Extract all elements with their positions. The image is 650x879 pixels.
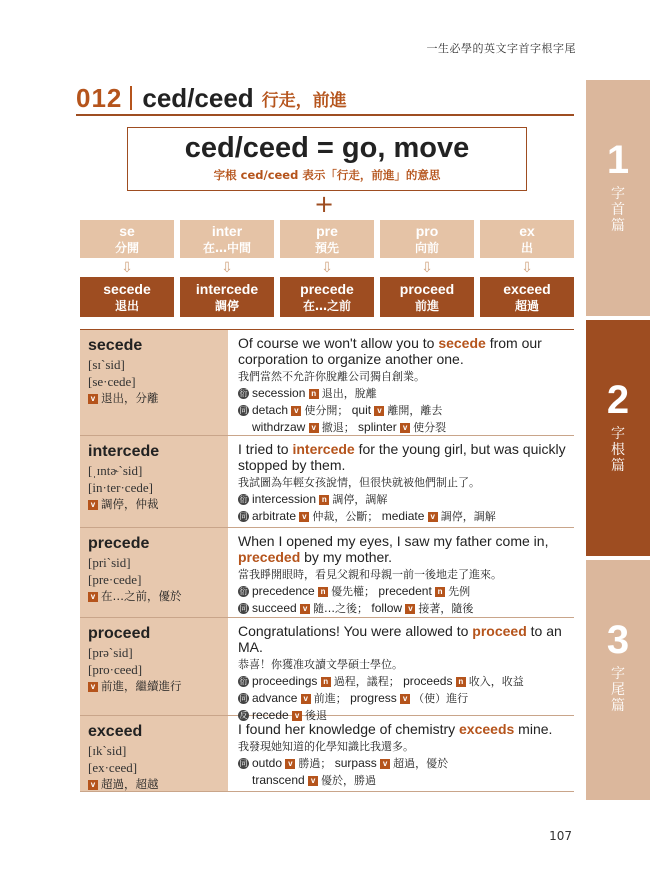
pos-badge: n <box>321 677 331 687</box>
definition-text: 超過，超越 <box>101 777 159 791</box>
sentence-keyword: proceed <box>472 623 527 639</box>
root-formula-explanation: 字根 ced/ceed 表示「行走，前進」的意思 <box>213 168 441 182</box>
pos-badge: v <box>88 500 98 510</box>
related-word-meaning: 收入，收益 <box>468 675 524 688</box>
sentence-keyword: exceeds <box>459 721 515 737</box>
prefix-row <box>80 220 574 258</box>
related-word: secession <box>252 386 306 400</box>
derived-word-box <box>80 277 174 317</box>
related-word-meaning: 優先權； <box>331 585 376 598</box>
related-words-line <box>238 419 566 436</box>
pronunciation: [ɪkˋsid] <box>88 743 127 758</box>
unit-header <box>76 82 574 116</box>
sentence-part: I tried to <box>238 441 293 457</box>
related-word-meaning: 超過，優於 <box>393 757 449 770</box>
headword: intercede <box>88 443 160 460</box>
pos-badge: v <box>88 592 98 602</box>
related-words-line <box>238 583 566 600</box>
related-word-meaning: 離開，離去 <box>387 404 443 417</box>
example-sentence <box>238 721 566 737</box>
derived-word-box <box>280 277 374 317</box>
related-word-meaning: 先例 <box>448 585 471 598</box>
example-panel <box>228 436 574 527</box>
example-sentence <box>238 441 566 473</box>
tab-label: 字根篇 <box>611 426 625 474</box>
tab-number: 2 <box>606 378 630 422</box>
related-word: surpass <box>334 756 377 770</box>
related-word: recede <box>252 708 289 722</box>
prefix-en: ex <box>519 223 535 239</box>
syllables: [ex·ceed] <box>88 760 138 775</box>
pos-badge: n <box>319 495 329 505</box>
sentence-part: to an MA. <box>238 623 562 655</box>
unit-root: ced/ceed <box>142 82 254 113</box>
example-sentence <box>238 623 566 655</box>
syllables: [se·cede] <box>88 374 136 389</box>
prefix-en: inter <box>211 223 243 239</box>
sentence-keyword: secede <box>438 335 486 351</box>
derived-word-box <box>480 277 574 317</box>
vocab-row-proceed <box>80 618 574 722</box>
unit-number: 012 <box>76 82 123 113</box>
prefix-en: pro <box>415 223 439 239</box>
definition-text: 前進，繼續進行 <box>101 679 182 693</box>
related-word: detach <box>252 403 289 417</box>
syllables: [in·ter·cede] <box>88 480 153 495</box>
related-words-line <box>238 673 566 690</box>
pos-badge: n <box>318 587 328 597</box>
pronunciation: [priˋsid] <box>88 555 131 570</box>
pos-badge: v <box>88 394 98 404</box>
syllables: [pre·cede] <box>88 572 142 587</box>
derived-word-zh: 前進 <box>414 299 439 313</box>
tab-label: 字尾篇 <box>611 666 625 714</box>
pronunciation: [prəˋsid] <box>88 645 133 660</box>
related-word-meaning: 接著，隨後 <box>418 602 474 615</box>
pos-badge: v <box>285 759 295 769</box>
definition <box>88 588 228 605</box>
plus-icon: + <box>314 190 335 218</box>
related-word: quit <box>351 403 372 417</box>
sentence-part: Congratulations! You were allowed to <box>238 623 473 639</box>
example-panel <box>228 330 574 435</box>
related-word: splinter <box>358 420 397 434</box>
pronunciation: [ˌɪntɚˋsid] <box>88 463 143 478</box>
prefix-zh: 分開 <box>114 241 139 255</box>
pos-badge: v <box>400 694 410 704</box>
derived-word-zh: 超過 <box>514 299 539 313</box>
pos-badge: v <box>300 604 310 614</box>
related-word-meaning: 前進； <box>313 692 347 705</box>
sentence-part: for the young girl, but was quickly stopped by them. <box>238 441 566 473</box>
prefix-box <box>380 220 474 258</box>
word-panel <box>80 528 228 617</box>
example-translation: 我們當然不允許你脫離公司獨自創業。 <box>238 370 425 383</box>
related-word: mediate <box>381 509 425 523</box>
root-formula-box <box>127 127 527 191</box>
related-words-line <box>238 755 566 772</box>
related-word-meaning: 仲裁，公斷； <box>312 510 379 523</box>
related-words-line <box>238 690 566 707</box>
related-word: outdo <box>252 756 283 770</box>
related-word-meaning: 使分裂 <box>413 421 447 434</box>
pos-badge: v <box>405 604 415 614</box>
sentence-part: by my mother. <box>300 549 393 565</box>
relation-mark-icon: 同 <box>239 604 248 614</box>
pos-badge: v <box>308 776 318 786</box>
related-word-meaning: 優於，勝過 <box>321 774 377 787</box>
derived-word-en: exceed <box>503 281 551 297</box>
derived-word-box <box>180 277 274 317</box>
sentence-part: I found her knowledge of chemistry <box>238 721 460 737</box>
related-word: precedent <box>378 584 432 598</box>
sentence-part: When I opened my eyes, I saw my father come in, <box>238 533 549 549</box>
arrow-row <box>80 259 574 277</box>
related-word-meaning: 調停，調解 <box>332 493 388 506</box>
tab-number: 1 <box>606 138 630 182</box>
arrow-down-icon: ⇩ <box>421 260 433 276</box>
definition-text: 在…之前，優於 <box>101 589 182 603</box>
relation-mark-icon: 同 <box>239 406 248 416</box>
related-words-line <box>238 385 566 402</box>
prefix-en: se <box>119 223 135 239</box>
definition <box>88 776 228 793</box>
related-word-meaning: 使分開； <box>304 404 349 417</box>
definition <box>88 678 228 695</box>
word-panel <box>80 330 228 435</box>
related-words-line <box>238 772 566 789</box>
definition-text: 退出，分離 <box>101 391 159 405</box>
related-word: precedence <box>252 584 315 598</box>
pos-badge: v <box>301 694 311 704</box>
root-formula: ced/ceed = go, move <box>184 132 470 164</box>
example-translation: 恭喜！你獲准攻讀文學碩士學位。 <box>238 658 403 671</box>
prefix-zh: 在…中間 <box>202 241 251 255</box>
example-translation: 我試圖為年輕女孩說情，但很快就被他們制止了。 <box>238 476 480 489</box>
tab-label: 字首篇 <box>611 186 625 234</box>
related-word: advance <box>252 691 298 705</box>
derived-word-row <box>80 277 574 317</box>
pos-badge: v <box>88 780 98 790</box>
example-panel <box>228 528 574 617</box>
vocabulary-table <box>80 329 574 792</box>
vocab-row-exceed <box>80 716 574 792</box>
vocab-row-intercede <box>80 436 574 528</box>
headword: precede <box>88 535 150 552</box>
definition <box>88 496 228 513</box>
related-word: progress <box>350 691 397 705</box>
headword: proceed <box>88 625 151 642</box>
related-words-line <box>238 491 566 508</box>
pronunciation: [sɪˋsid] <box>88 357 125 372</box>
headword: exceed <box>88 723 143 740</box>
definition-text: 調停，仲裁 <box>101 497 159 511</box>
arrow-down-icon: ⇩ <box>321 260 333 276</box>
related-word: intercession <box>252 492 317 506</box>
sentence-part: mine. <box>514 721 553 737</box>
relation-mark-icon: 同 <box>239 694 248 704</box>
related-word: withdrzaw <box>252 420 306 434</box>
pos-badge: v <box>374 406 384 416</box>
relation-mark-icon: 衍 <box>239 389 248 399</box>
derived-word-zh: 退出 <box>114 299 139 313</box>
tab-number: 3 <box>606 618 630 662</box>
related-word-meaning: 撤退； <box>321 421 355 434</box>
pos-badge: v <box>400 423 410 433</box>
pos-badge: v <box>299 512 309 522</box>
related-word-meaning: 勝過； <box>298 757 332 770</box>
prefix-box <box>480 220 574 258</box>
prefix-zh: 向前 <box>414 241 439 255</box>
related-word-meaning: 過程，議程； <box>333 675 400 688</box>
prefix-zh: 出 <box>520 241 533 255</box>
pos-badge: v <box>309 423 319 433</box>
derived-word-en: precede <box>300 281 354 297</box>
relation-mark-icon: 反 <box>239 711 248 721</box>
derived-word-zh: 調停 <box>214 299 239 313</box>
syllables: [pro·ceed] <box>88 662 143 677</box>
example-sentence <box>238 533 566 565</box>
pos-badge: v <box>428 512 438 522</box>
sentence-keyword: intercede <box>292 441 355 457</box>
prefix-box <box>280 220 374 258</box>
related-word: proceedings <box>252 674 318 688</box>
example-sentence <box>238 335 566 367</box>
related-word: succeed <box>252 601 297 615</box>
prefix-box <box>80 220 174 258</box>
vocab-row-secede <box>80 330 574 436</box>
definition <box>88 390 228 407</box>
related-word: proceeds <box>403 674 453 688</box>
related-word: arbitrate <box>252 509 297 523</box>
example-panel <box>228 618 574 722</box>
vocab-row-precede <box>80 528 574 618</box>
sentence-keyword: preceded <box>238 549 301 565</box>
running-head: 一生必學的英文字首字根字尾 <box>426 42 576 55</box>
headword: secede <box>88 337 143 354</box>
sentence-part: from our corporation to organize another one. <box>238 335 542 367</box>
prefix-en: pre <box>316 223 338 239</box>
page-number: 107 <box>549 829 572 843</box>
derived-word-en: proceed <box>399 281 455 297</box>
word-panel <box>80 716 228 791</box>
prefix-zh: 預先 <box>314 241 339 255</box>
relation-mark-icon: 衍 <box>239 587 248 597</box>
related-word-meaning: （使）進行 <box>413 692 469 705</box>
unit-meaning: 行走，前進 <box>261 90 347 111</box>
relation-mark-icon: 同 <box>239 759 248 769</box>
example-translation: 我發現她知道的化學知識比我還多。 <box>238 740 414 753</box>
tab-suffix-section[interactable] <box>586 560 650 800</box>
related-word: follow <box>371 601 403 615</box>
pos-badge: v <box>380 759 390 769</box>
relation-mark-icon: 衍 <box>239 677 248 687</box>
pos-badge: v <box>291 406 301 416</box>
arrow-down-icon: ⇩ <box>221 260 233 276</box>
relation-mark-icon: 同 <box>239 512 248 522</box>
sentence-part: Of course we won't allow you to <box>238 335 439 351</box>
related-word: transcend <box>252 773 305 787</box>
pos-badge: v <box>292 711 302 721</box>
section-tabs <box>586 80 650 800</box>
word-panel <box>80 618 228 715</box>
prefix-box <box>180 220 274 258</box>
related-words-line <box>238 600 566 617</box>
tab-root-section[interactable] <box>586 320 650 556</box>
derived-word-en: secede <box>103 281 151 297</box>
arrow-down-icon: ⇩ <box>121 260 133 276</box>
arrow-down-icon: ⇩ <box>521 260 533 276</box>
pos-badge: n <box>309 389 319 399</box>
derived-word-zh: 在…之前 <box>302 299 351 313</box>
pos-badge: n <box>456 677 466 687</box>
related-word-meaning: 調停，調解 <box>440 510 496 523</box>
related-word-meaning: 退出，脫離 <box>321 387 377 400</box>
related-words-line <box>238 402 566 419</box>
related-word-meaning: 隨…之後； <box>313 602 369 615</box>
example-translation: 當我睜開眼時，看見父親和母親一前一後地走了進來。 <box>238 568 502 581</box>
related-words-line <box>238 508 566 525</box>
pos-badge: n <box>435 587 445 597</box>
relation-mark-icon: 衍 <box>239 495 248 505</box>
example-panel <box>228 716 574 791</box>
derived-word-en: intercede <box>195 281 259 297</box>
pos-badge: v <box>88 682 98 692</box>
derived-word-box <box>380 277 474 317</box>
unit-divider <box>130 86 132 110</box>
related-word-meaning: 後退 <box>305 709 328 722</box>
tab-prefix-section[interactable] <box>586 80 650 316</box>
word-panel <box>80 436 228 527</box>
